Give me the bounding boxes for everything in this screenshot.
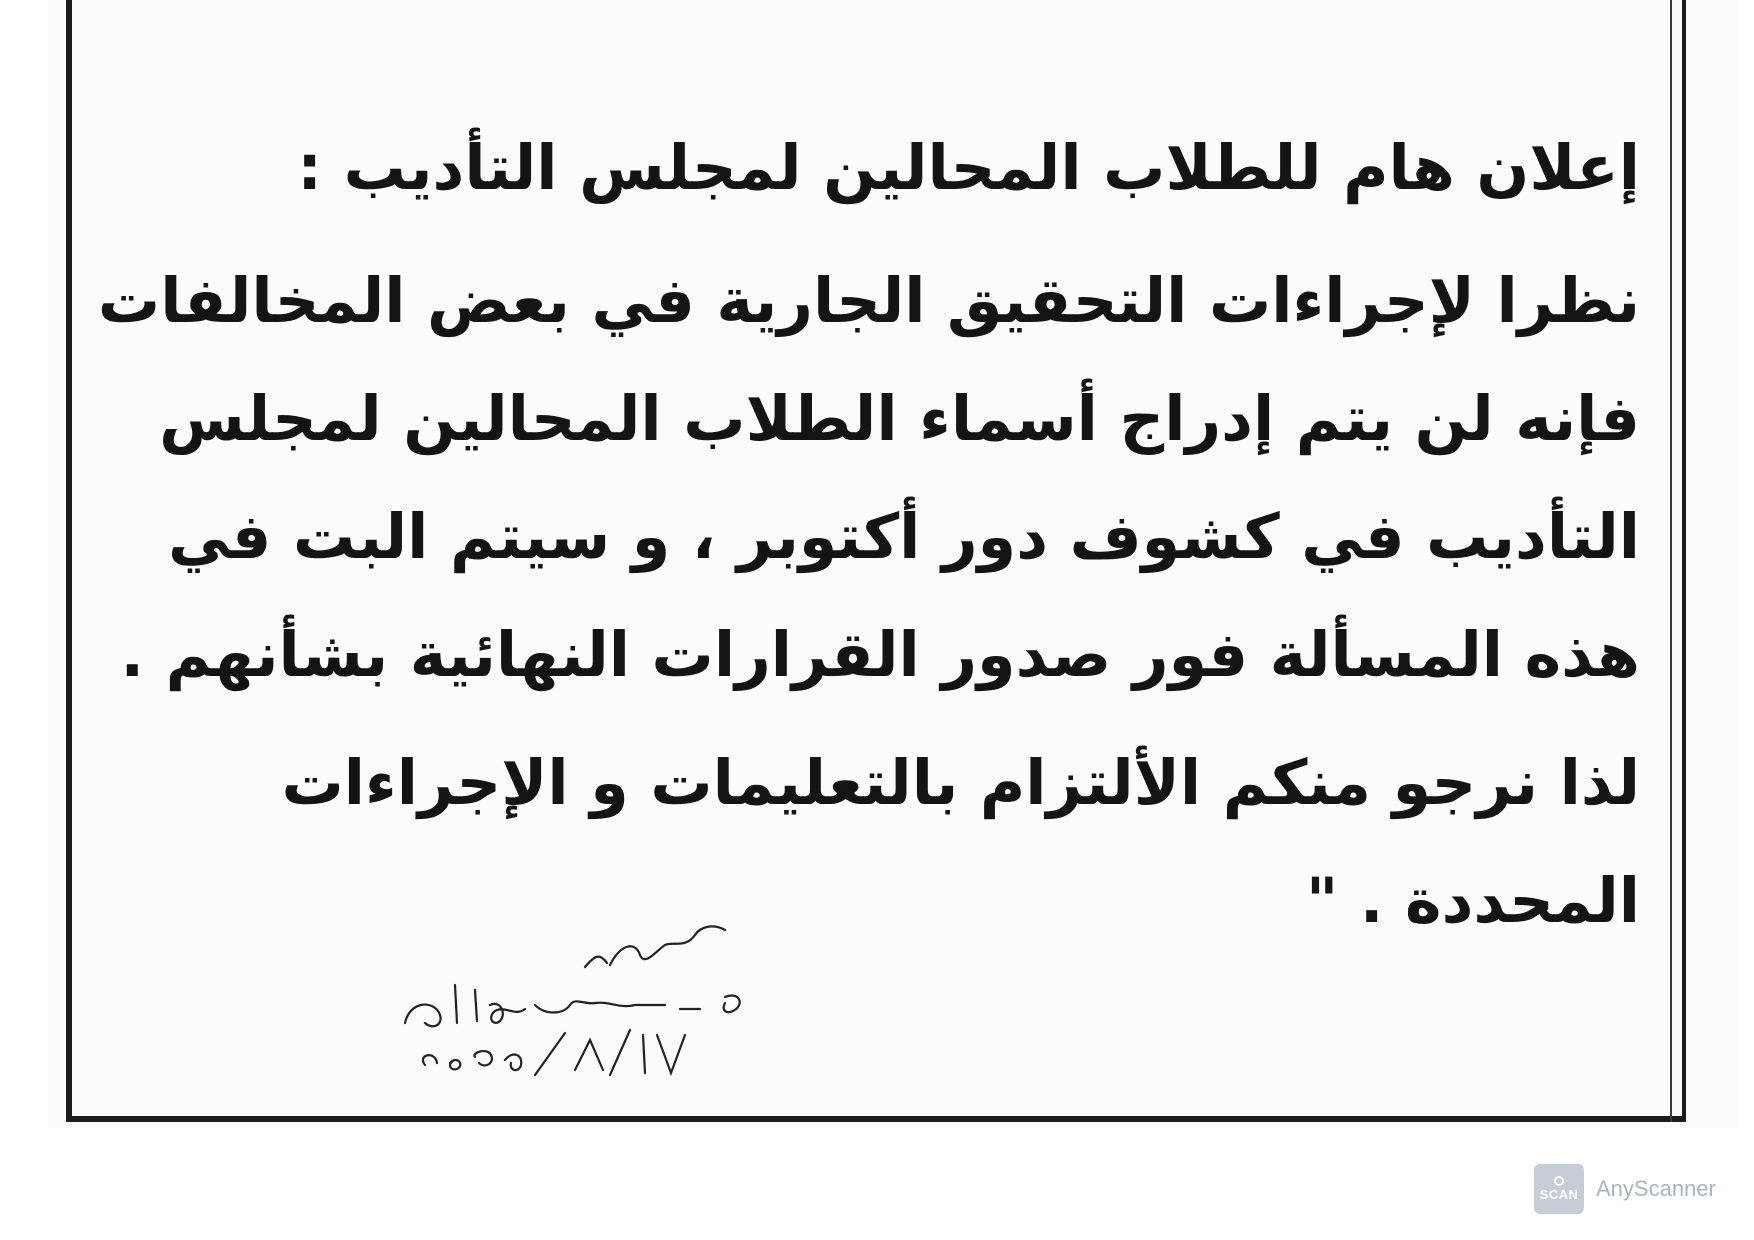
signature-strokes	[395, 905, 815, 1105]
scan-logo-text: SCAN	[1539, 1187, 1579, 1202]
announcement-line-3: التأديب في كشوف دور أكتوبر ، و سيتم البت في	[168, 500, 1640, 573]
announcement-line-4: هذه المسألة فور صدور القرارات النهائية بشأنهم .	[120, 618, 1640, 691]
announcement-line-2: فإنه لن يتم إدراج أسماء الطلاب المحالين لمجلس	[159, 382, 1640, 455]
scanner-app-name: AnyScanner	[1596, 1176, 1716, 1201]
scan-lens-icon	[1554, 1176, 1564, 1186]
scan-app-icon	[1534, 1164, 1584, 1214]
handwritten-signature	[395, 905, 815, 1105]
announcement-title: إعلان هام للطلاب المحالين لمجلس التأديب :	[297, 131, 1640, 204]
announcement	[97, 120, 1640, 960]
announcement-line-1: نظرا لإجراءات التحقيق الجارية في بعض المخالفات	[97, 264, 1640, 337]
anyscanner-watermark	[1534, 1164, 1716, 1214]
announcement-closing-1: لذا نرجو منكم الألتزام بالتعليمات و الإجراءات	[281, 746, 1640, 819]
announcement-closing-2: المحددة . "	[1305, 864, 1640, 937]
